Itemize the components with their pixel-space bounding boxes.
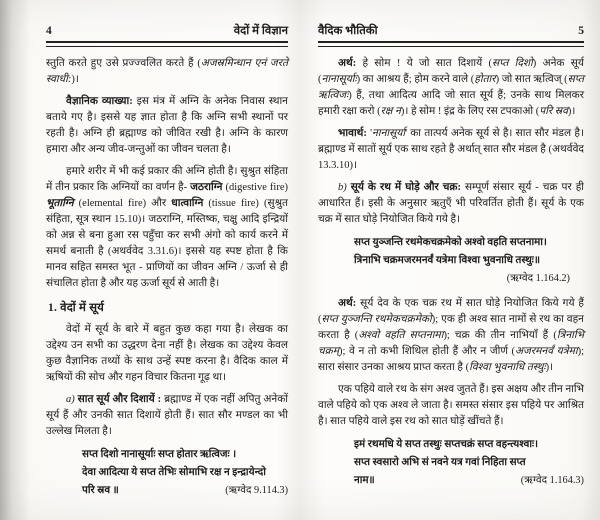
paragraph: भावार्थ: 'नानासूर्या' का तात्पर्य अनेक सूर्य से है। सात सौर मंडल है। ब्रह्माण्ड में सातों सूर्य एक साथ रहते है अर्थात् सात सौर मंडल है (अथर्ववेद 13.3.10)। [318,128,584,171]
verse-reference: (ऋग्वेद 9.114.3) [225,485,288,496]
verse-line: त्रिनाभि चक्रमजरमनर्वं यत्रेमा विश्वा भुवनाधि तस्थुः॥ [354,255,541,266]
paragraph: स्तुति करते हुए उसे प्रज्ज्वलित करते हैं (अजस्रमिन्धान एनं जरते स्वाधी:)। [46,58,288,85]
right-page-body [318,56,584,490]
verse-line-text: परि स्रव ॥ [82,485,119,496]
verse-block [82,446,288,500]
verse-line [354,472,584,490]
verse-line: देवा आदित्या ये सप्त तेभिः सोमाभि रक्ष न इन्द्रायेन्दो [82,467,266,478]
header-rule-left [46,41,288,47]
verse-block [354,234,584,288]
running-title-right: वैदिक भौतिकी [318,25,378,37]
paragraph: a) सात सूर्य और दिशायें : ब्रह्माण्ड में एक नहीं अपितु अनेकों सूर्य हैं और उनकी सात दिशायें होती हैं। सात सौर मण्डल का भी उल्लेख मिलता है। [46,394,288,437]
right-page [300,0,600,520]
left-page-body [46,56,288,500]
verse-line-text: नाम॥ [354,475,375,486]
verse-line [354,270,584,288]
running-header-right [318,24,584,41]
verse-line: सप्त स्वसारो अभि सं नवने यत्र गवां निहिता सप्त [354,457,526,468]
paragraph: हमारे शरीर में भी कई प्रकार की अग्नि होती है। सुश्रुत संहिता में तीन प्रकार कि अग्नियों का वर्णन है- जठराग्नि (digestive fire) भूताग्नि (elemental fire) और धात्वाग्नि (tissue fire) (सुश्रुत संहिता, सूत्र स्थान 15.10)। जठराग्नि, मस्तिष्क, चक्षु आदि इन्द्रियों को अन्न से बना हुआ रस पहुँचा कर सभी अंगो को कार्य करने में समर्थ बनाती है (अथर्ववेद 3.31.6)। इससे यह स्पष्ट होता है कि मानव सहित समस्त भूत - प्राणियों का जीवन अग्नि / ऊर्जा से ही संचालित होता है और यह ऊर्जा सूर्य से आती है। [46,166,288,289]
verse-line: सप्त दिशो नानासूर्याः सप्त होतार ऋत्विजः । [82,449,237,460]
verse-line [82,482,288,500]
verse-line: इमं रथमधि ये सप्त तस्थुः सप्तचक्रं सप्त वहन्त्यश्वाः। [354,439,539,450]
verse-line: सप्त युञ्जन्ति रथमेकचक्रमेको अश्वो वहति सप्तनामा। [354,237,547,248]
header-rule-right [318,41,584,47]
verse-block [354,436,584,490]
running-title-left: वेदों में विज्ञान [233,25,288,37]
running-header-left [46,24,288,41]
paragraph: एक पहिये वाले रथ के संग अश्व जुतते हैं। इस अक्षय और तीन नाभि वाले पहिये को एक अश्व ले जाता है। समस्त संसार इस पहिये पर आश्रित है। सात पहिये वाले इस रथ को सात घोड़ें खींचते हैं। [318,384,584,427]
paragraph: वैज्ञानिक व्याख्या: इस मंत्र में अग्नि के अनेक निवास स्थान बताये गए है। इससे यह ज्ञात होता है कि अग्नि सभी स्थानों पर रहती है। अग्नि ही ब्रह्माण्ड को जीवित रखी है। अग्नि के कारण हमारा और अन्य जीव-जन्तुओं का जीवन चलता है। [46,96,289,155]
paragraph: अर्थ: सूर्य देव के एक चक्र रथ में सात घोड़े नियोजित किये गये हैं (सप्त युञ्जन्ति रथमेकचक्रमेको); एक ही अश्व सात नामों से रथ का वहन करता है (अश्वो वहति सप्तनामा); चक्र की तीन नाभियाँ हैं (त्रिनाभि चक्रम्); वे न तो कभी शिथिल होती हैं और न जीर्ण (अजरमनर्वं यत्रेमा); सारा संसार उनका आश्रय प्राप्त करता है (विश्वा भुवनाधि तस्थुः)। [318,298,584,373]
verse-reference: (ऋग्वेद 1.164.2) [506,273,570,284]
paragraph: b) सूर्य के रथ में घोड़े और चक्र: सम्पूर्ण संसार सूर्य - चक्र पर ही आधारित हैं। इसी के अनुसार ऋतुएँ भी परिवर्तित होती हैं। सूर्य के एक चक्र में सात घोड़े नियोजित किये गये है। [318,182,585,225]
section-heading: 1. वेदों में सूर्य [48,302,105,314]
page-number-right: 5 [578,25,584,37]
paragraph: वेदों में सूर्य के बारे में बहुत कुछ कहा गया है। लेखक का उद्देश्य उन सभी का उद्धरण देना नहीं है। लेखक का उद्देश्य केवल कुछ वैज्ञानिक तथ्यों के साथ उन्हें स्पष्ट करना है। वैदिक काल में ऋषियों की सोच और गहन विचार कितना गूढ़ था। [46,324,288,383]
verse-reference: (ऋग्वेद 1.164.3) [520,475,584,486]
paragraph: अर्थ: हे सोम ! ये जो सात दिशायें (सप्त दिशो) अनेक सूर्य (नानासूर्याः) का आश्रय हैं; होम करने वाले (होतार) जो सात ऋत्विज् (सप्त ऋत्विजः) हैं, तथा आदित्य आदि जो सात सूर्य हैं; उनके साथ मिलकर हमारी रक्षा करो (रक्ष न)। हे सोम ! इंद्र के लिए रस टपकाओ (परि स्रव)। [318,58,584,117]
page-number-left: 4 [46,25,52,37]
